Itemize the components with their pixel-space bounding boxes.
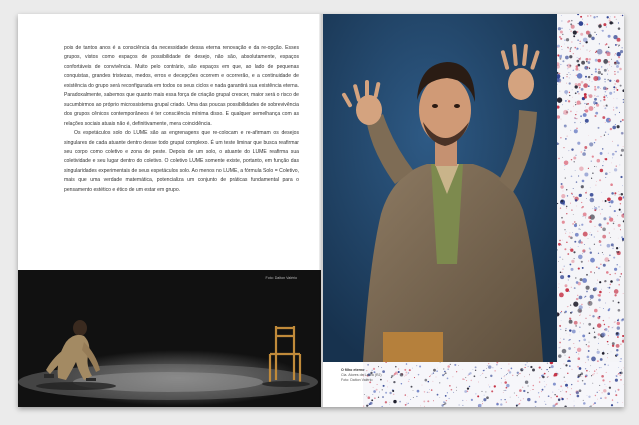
actor-photo-image <box>323 14 557 362</box>
book-spread <box>18 14 624 407</box>
stage-photo-image <box>18 270 321 407</box>
paint-splatter-panel <box>557 14 624 407</box>
splatter-art <box>557 14 624 407</box>
right-page <box>323 14 624 407</box>
photo-caption <box>341 368 431 383</box>
photo-credit: Foto: Dalton Valério <box>265 276 297 280</box>
left-page <box>18 14 321 407</box>
paragraph-1: pois de tantos anos é a consciência da necessidade dessa eterna renovação e da re-opção. Esses grupos, vistos como espaços de possibilidade de desejo, não são, absolutamente, espaços confortáveis de convivência. Muito pelo contrário, são espaços em que, ao lado de pequenas conquistas, grandes tristezas, medos, erros e decepções ocorrem e ocorrerão, e a continuidade de existência do grupo será reconfigurada em todos os seus ciclos e nada garantirá sua existência eterna. Paradoxalmente, sabemos que quanto mais essa força de criação grupal crescer, maior será o risco de sucumbirmos ao próprio microssistema grupal criado. Uma das poucas possibilidades de sobrevivência dos grupos cênicos contemporâneos é ter consciência mínima disso. E qualquer semelhança com as relações sociais atuais não é, definitivamente, mera coincidência. <box>64 45 299 127</box>
stage-photo <box>18 270 321 407</box>
caption-title: O filho eterno <box>341 368 365 372</box>
caption-company: Cia. Atores de Laura (RJ) <box>341 373 382 377</box>
body-text <box>64 44 299 195</box>
actor-photo <box>323 14 557 362</box>
paragraph-2: Os espetáculos solo do LUME são as engrenagens que re-colocam e re-afirmam os desejos singulares de cada atuante dentro desse todo grupal complexo. É um teste liminar que busca reafirmar seu corpo como coletivo e zona de peste. Depois de um solo, o atuante do LUME reafirma sua coletividade e seu lugar dentro do coletivo. O coletivo LUME somente existe, portanto, em função das singularidades experimentais de seus espetáculos solo. Ao menos no LUME, a fórmula Solo = Coletivo, mais que uma verdade matemática, potencializa um conjunto de práticas fundamental para o pensamento estético e ético de um estar em grupo. <box>64 130 299 193</box>
caption-credit: Foto: Dalton Valério <box>341 378 373 382</box>
